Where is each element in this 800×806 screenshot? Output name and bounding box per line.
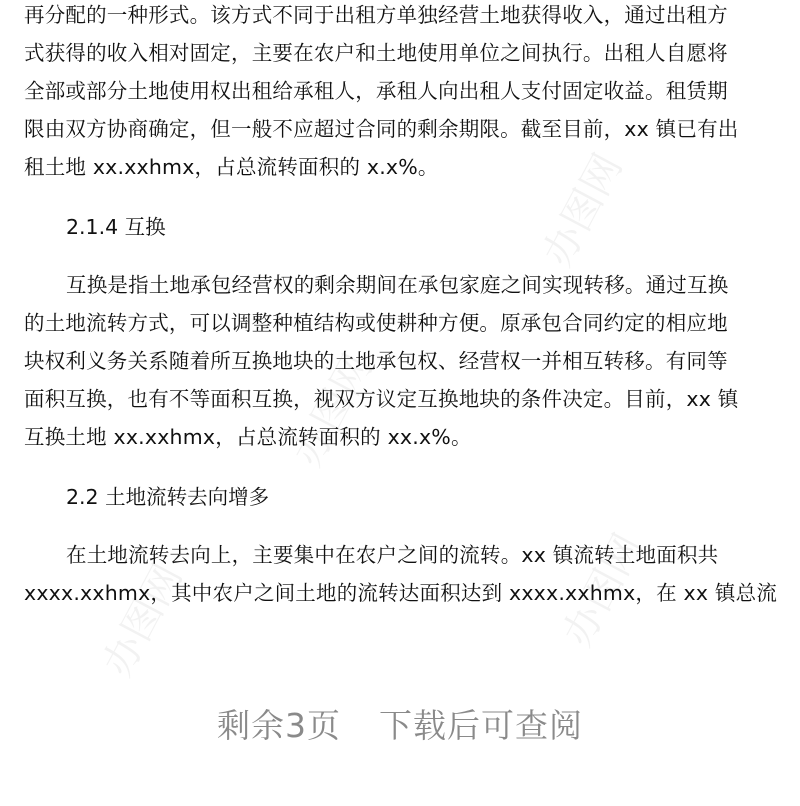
watermark: 办图网 — [554, 526, 652, 654]
section-heading: 2.2 土地流转去向增多 — [66, 485, 270, 509]
paragraph-line: 限由双方协商确定，但一般不应超过合同的剩余期限。截至目前，xx 镇已有出 — [24, 117, 739, 141]
paragraph-line: 式获得的收入相对固定，主要在农户和土地使用单位之间执行。出租人自愿将 — [24, 41, 728, 65]
watermark: 办图网 — [284, 346, 382, 474]
paragraph-line: 互换是指土地承包经营权的剩余期间在承包家庭之间实现转移。通过互换 — [66, 273, 729, 297]
paragraph-line: 块权利义务关系随着所互换地块的土地承包权、经营权一并相互转移。有同等 — [24, 349, 728, 373]
paragraph-line: 全部或部分土地使用权出租给承租人，承租人向出租人支付固定收益。租赁期 — [24, 79, 728, 103]
download-prompt-banner[interactable] — [0, 702, 800, 750]
watermark: 办图网 — [94, 556, 192, 684]
watermark: 办图网 — [534, 146, 632, 274]
paragraph-line: 租土地 xx.xxhmx，占总流转面积的 x.x%。 — [24, 155, 439, 179]
section-heading: 2.1.4 互换 — [66, 215, 166, 239]
download-prompt-label: 下载后可查阅 — [379, 706, 583, 745]
paragraph-line: 在土地流转去向上，主要集中在农户之间的流转。xx 镇流转土地面积共 — [66, 543, 719, 567]
paragraph-line: xxxx.xxhmx，其中农户之间土地的流转达面积达到 xxxx.xxhmx，在 xx 镇总流 — [24, 581, 778, 605]
paragraph-line: 互换土地 xx.xxhmx，占总流转面积的 xx.x%。 — [24, 425, 472, 449]
remaining-pages-label: 剩余3页 — [217, 706, 341, 745]
paragraph-line: 的土地流转方式，可以调整种植结构或使耕种方便。原承包合同约定的相应地 — [24, 311, 728, 335]
paragraph-line: 面积互换，也有不等面积互换，视双方议定互换地块的条件决定。目前，xx 镇 — [24, 387, 739, 411]
paragraph-line: 再分配的一种形式。该方式不同于出租方单独经营土地获得收入，通过出租方 — [24, 3, 728, 27]
